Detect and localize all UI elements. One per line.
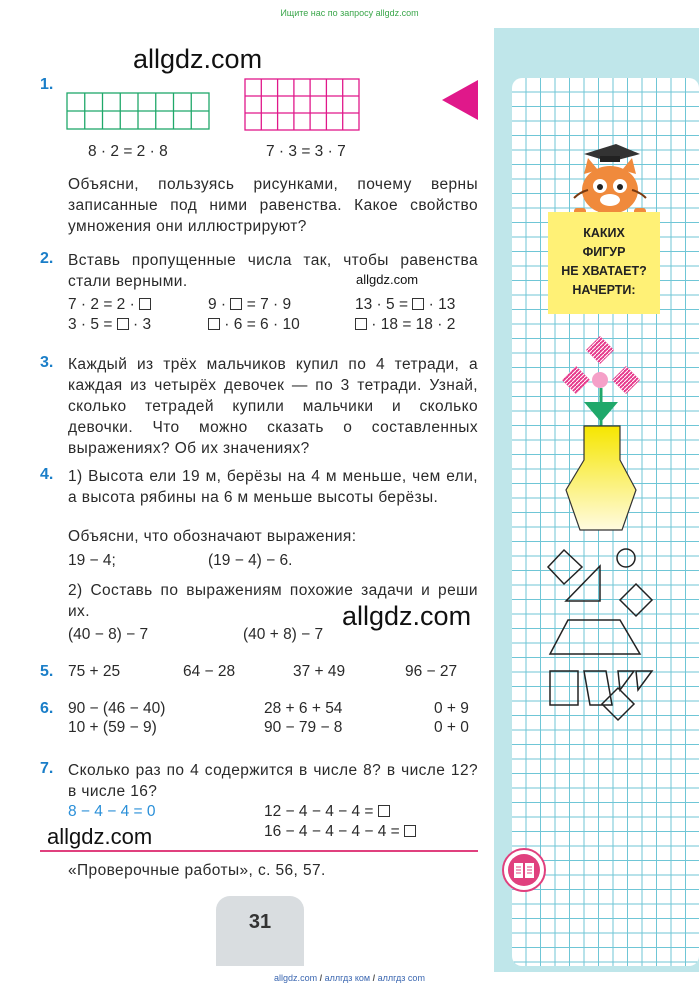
task-text: Каждый из трёх мальчиков купил по 4 тетради, а каждая из четырёх девочек — по 3 тетради. Узнай, сколько тетрадей купили мальчики и сколько девочки. Что можно сказать о составленных выражениях? Об их значениях? [68, 356, 478, 457]
blank-box [412, 298, 424, 310]
blank-box [404, 825, 416, 837]
task-number: 5. [40, 663, 54, 680]
sign-line: НЕ ХВАТАЕТ? [561, 264, 647, 278]
footer-link[interactable]: allgdz.com [274, 973, 318, 983]
task-text: Объясни, что обозначают выражения: [68, 528, 357, 545]
task-text: 2) Составь по выражениям похожие задачи и реши их. [68, 582, 478, 620]
pink-grid-figure [244, 78, 362, 132]
expression: 96 − 27 [405, 663, 458, 680]
expression: 75 + 25 [68, 663, 121, 680]
task-number: 7. [40, 760, 54, 777]
task-text: Вставь пропущенные числа так, чтобы равенства стали верными. [68, 252, 478, 290]
task-text: Объясни, пользуясь рисунками, почему верны записанные под ними равенства. Какое свойство умножения они иллюстрируют? [68, 176, 478, 235]
expression: 28 + 6 + 54 [264, 700, 343, 717]
blank-box [378, 805, 390, 817]
task-text: 1) Высота ели 19 м, берёзы на 4 м меньше, чем ели, а высота рябины на 6 м меньше высоты берёзы. [68, 468, 478, 506]
task-number: 2. [40, 250, 54, 267]
flower-vase-drawing [548, 330, 658, 535]
blank-box [355, 318, 367, 330]
geometric-shapes [540, 540, 665, 730]
pink-triangle-icon [440, 80, 480, 120]
expression: 19 − 4; [68, 552, 116, 569]
expression: 64 − 28 [183, 663, 236, 680]
search-hint: Ищите нас по запросу allgdz.com [280, 8, 419, 18]
expression: 10 + (59 − 9) [68, 719, 157, 736]
expression: 90 − (46 − 40) [68, 700, 166, 717]
watermark: allgdz.com [356, 272, 419, 287]
green-grid-figure [66, 92, 212, 132]
expression: 37 + 49 [293, 663, 346, 680]
expression: (40 − 8) − 7 [68, 626, 149, 643]
equation: · 6 = 6 · 10 [208, 316, 300, 334]
expression: 0 + 0 [434, 719, 469, 736]
task-number: 1. [40, 76, 54, 93]
expression: (40 + 8) − 7 [243, 626, 324, 643]
cat-mascot-icon [560, 142, 660, 222]
equation: 8 · 2 = 2 · 8 [88, 143, 168, 160]
blank-box [208, 318, 220, 330]
task-sign [548, 212, 660, 314]
footer-link[interactable]: аллгдз ком [324, 973, 371, 983]
watermark: allgdz.com [342, 601, 472, 631]
sign-line: ФИГУР [582, 245, 626, 259]
task-text: Сколько раз по 4 содержится в числе 8? в числе 12? в числе 16? [68, 762, 478, 800]
expression: 90 − 79 − 8 [264, 719, 343, 736]
book-icon [502, 848, 546, 892]
equation: 9 · = 7 · 9 [208, 296, 292, 313]
equation: 12 − 4 − 4 − 4 = [264, 803, 390, 821]
blank-box [230, 298, 242, 310]
separator-line [40, 850, 478, 852]
task-number: 3. [40, 354, 54, 371]
blank-box [117, 318, 129, 330]
example-equation: 8 − 4 − 4 = 0 [68, 803, 156, 820]
page-number: 31 [248, 911, 272, 933]
watermark: allgdz.com [47, 824, 153, 849]
footer-links: allgdz.com / аллгдз ком / аллгдз com [274, 973, 425, 983]
watermark: allgdz.com [133, 44, 263, 74]
equation: 7 · 3 = 3 · 7 [266, 143, 346, 160]
reference-text: «Проверочные работы», с. 56, 57. [68, 862, 326, 879]
expression: 0 + 9 [434, 700, 469, 717]
sign-line: КАКИХ [583, 226, 625, 240]
equation: · 18 = 18 · 2 [355, 316, 455, 334]
equation: 16 − 4 − 4 − 4 − 4 = [264, 823, 416, 841]
equation: 13 · 5 = · 13 [355, 296, 456, 313]
blank-box [139, 298, 151, 310]
expression: (19 − 4) − 6. [208, 552, 293, 569]
task-number: 6. [40, 700, 54, 717]
equation: 7 · 2 = 2 · [68, 296, 151, 314]
task-number: 4. [40, 466, 54, 483]
sign-line: НАЧЕРТИ: [572, 283, 636, 297]
footer-link[interactable]: аллгдз com [377, 973, 425, 983]
equation: 3 · 5 = · 3 [68, 316, 152, 333]
